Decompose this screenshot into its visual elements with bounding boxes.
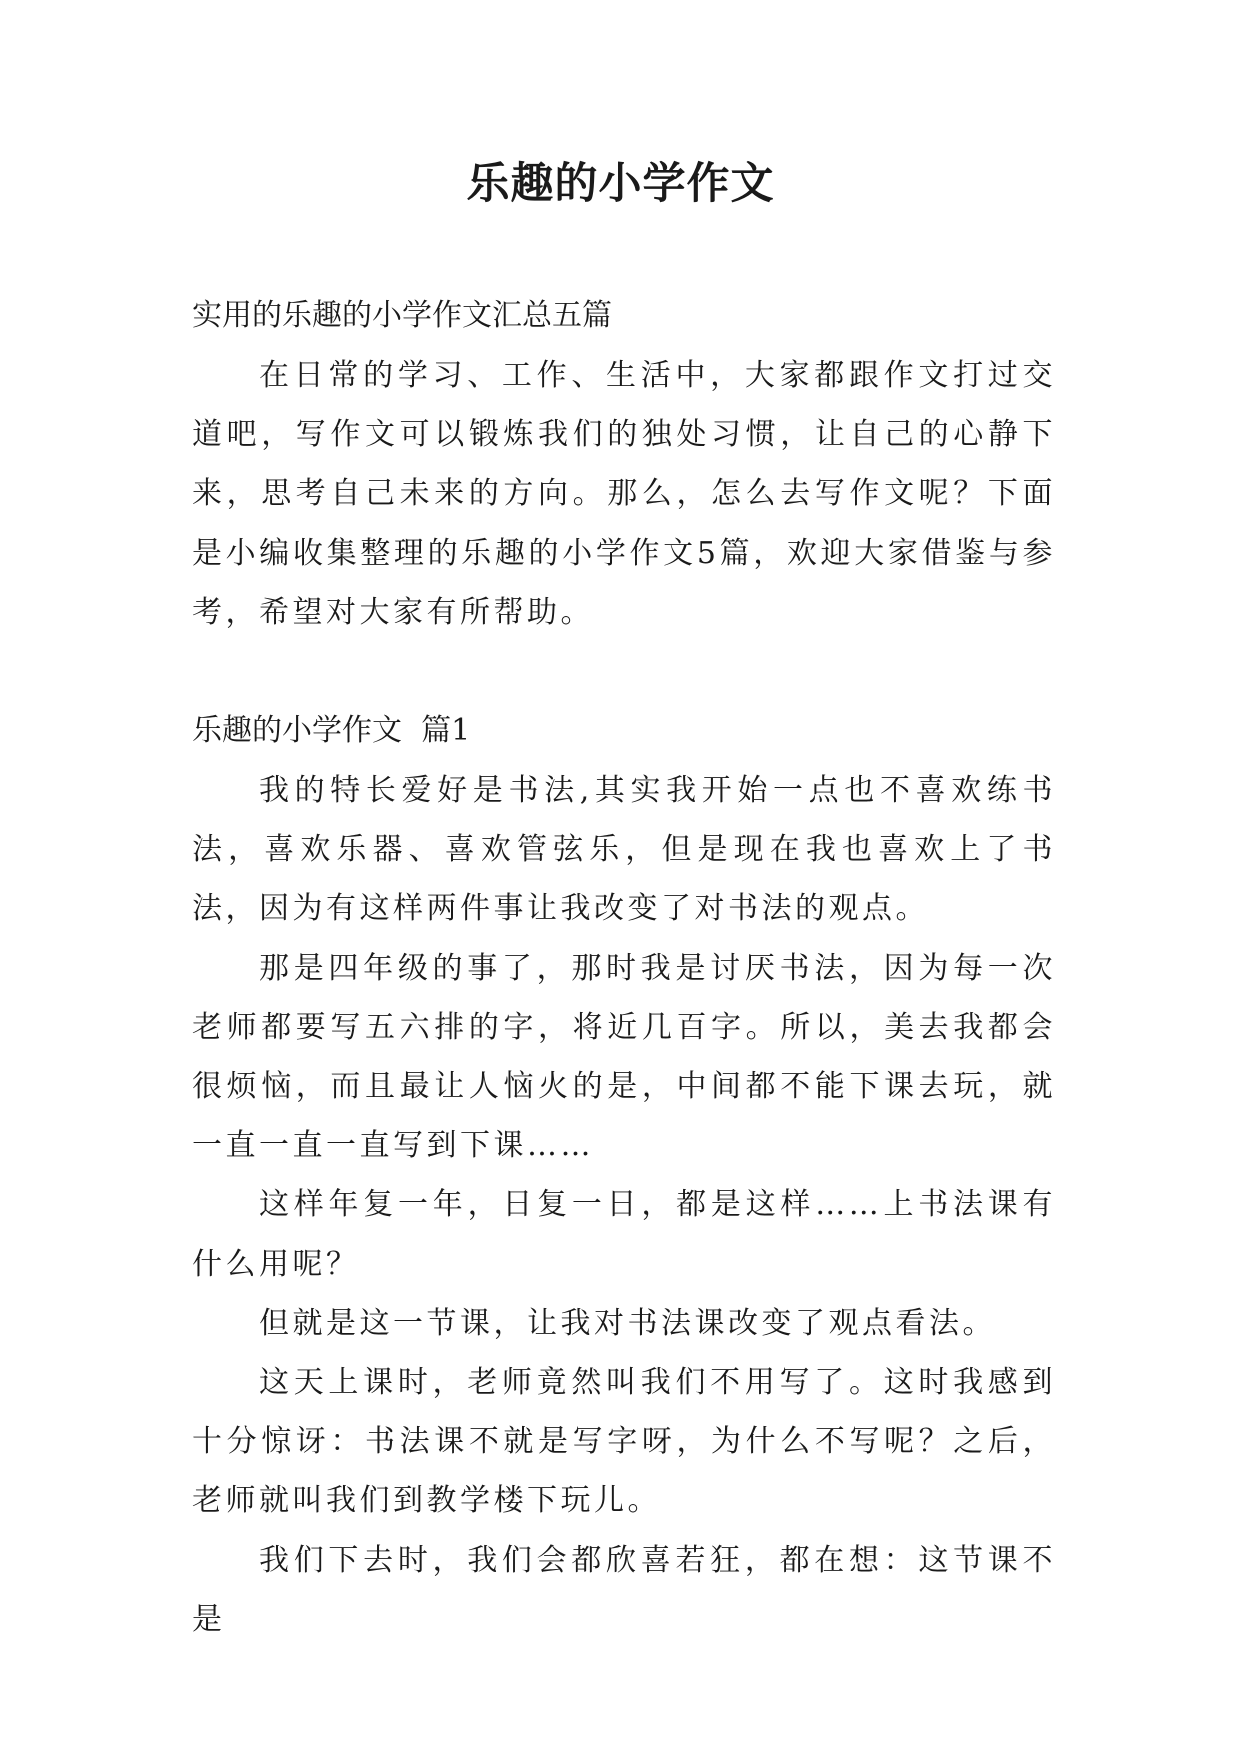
body-paragraph: 这样年复一年，日复一日，都是这样……上书法课有什么用呢？ [192, 1187, 1056, 1282]
intro-paragraph: 在日常的学习、工作、生活中，大家都跟作文打过交道吧，写作文可以锻炼我们的独处习惯，让自己的心静下来，思考自己未来的方向。那么，怎么去写作文呢？下面是小编收集整理的乐趣的小学作文5篇，欢迎大家借鉴与参考，希望对大家有所帮助。 [192, 358, 1056, 630]
body-paragraph: 我们下去时，我们会都欣喜若狂，都在想：这节课不是 [192, 1542, 1056, 1637]
body-paragraph: 我的特长爱好是书法,其实我开始一点也不喜欢练书法，喜欢乐器、喜欢管弦乐，但是现在我也喜欢上了书法，因为有这样两件事让我改变了对书法的观点。 [192, 773, 1056, 927]
body-paragraph: 那是四年级的事了，那时我是讨厌书法，因为每一次老师都要写五六排的字，将近几百字。所以，美去我都会很烦恼，而且最让人恼火的是，中间都不能下课去玩，就一直一直一直写到下课…… [192, 950, 1056, 1164]
document-body [192, 286, 1056, 1649]
body-paragraph: 这天上课时，老师竟然叫我们不用写了。这时我感到十分惊讶：书法课不就是写字呀，为什么不写呢？之后，老师就叫我们到教学楼下玩儿。 [192, 1365, 1056, 1519]
section-heading: 乐趣的小学作文 篇1 [192, 713, 471, 749]
document-title: 乐趣的小学作文 [466, 159, 775, 209]
section-spacer [192, 642, 1056, 701]
body-paragraph: 但就是这一节课，让我对书法课改变了观点看法。 [259, 1305, 996, 1341]
document-subtitle: 实用的乐趣的小学作文汇总五篇 [192, 298, 612, 333]
